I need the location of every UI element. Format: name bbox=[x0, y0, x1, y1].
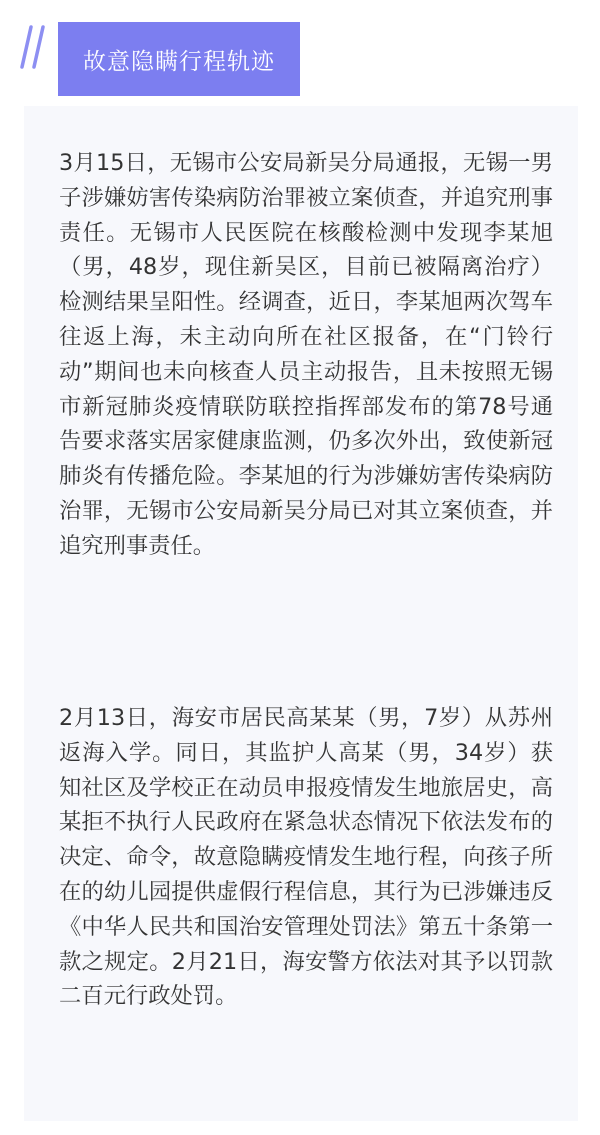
article-paragraph-2: 2月13日，海安市居民高某某（男，7岁）从苏州返海入学。同日，其监护人高某（男，34岁）获知社区及学校正在动员申报疫情发生地旅居史，高某拒不执行人民政府在紧急状态情况下依法发布的决定、命令，故意隐瞒疫情发生地行程，向孩子所在的幼儿园提供虚假行程信息，其行为已涉嫌违反《中华人民共和国治安管理处罚法》第五十条第一款之规定。2月21日，海安警方依法对其予以罚款二百元行政处罚。 bbox=[59, 705, 553, 1010]
double-slash-icon bbox=[18, 24, 48, 70]
section-title: 故意隐瞒行程轨迹 bbox=[83, 48, 275, 75]
article-paragraph-1: 3月15日，无锡市公安局新吴分局通报，无锡一男子涉嫌妨害传染病防治罪被立案侦查，并追究刑事责任。无锡市人民医院在核酸检测中发现李某旭（男，48岁，现住新吴区，目前已被隔离治疗）检测结果呈阳性。经调查，近日，李某旭两次驾车往返上海，未主动向所在社区报备，在“门铃行动”期间也未向核查人员主动报告，且未按照无锡市新冠肺炎疫情联防联控指挥部发布的第78号通告要求落实居家健康监测，仍多次外出，致使新冠肺炎有传播危险。李某旭的行为涉嫌妨害传染病防治罪，无锡市公安局新吴分局已对其立案侦查，并追究刑事责任。 bbox=[59, 150, 553, 559]
section-title-banner bbox=[58, 22, 300, 96]
